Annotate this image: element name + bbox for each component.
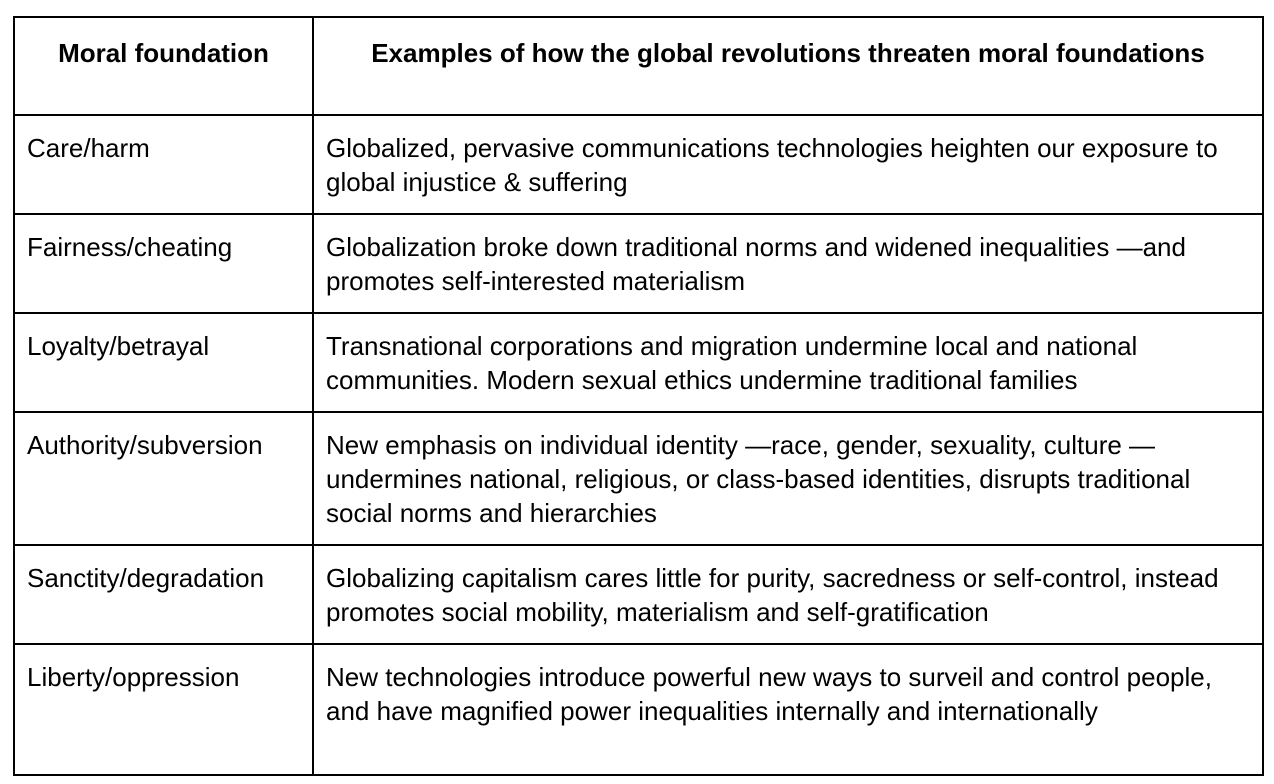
table-row — [14, 214, 1263, 313]
table-header-row — [14, 17, 1263, 115]
table-row — [14, 545, 1263, 644]
foundation-cell: Loyalty/betrayal — [14, 313, 313, 412]
example-cell: Globalizing capitalism cares little for purity, sacredness or self-control, instead promotes social mobility, materialism and self-gratification — [313, 545, 1263, 644]
table-row — [14, 313, 1263, 412]
example-cell: Transnational corporations and migration undermine local and national communities. Modern sexual ethics undermine traditional families — [313, 313, 1263, 412]
table-row — [14, 644, 1263, 775]
table-row — [14, 412, 1263, 545]
example-cell: Globalization broke down traditional norms and widened inequalities —and promotes self-interested materialism — [313, 214, 1263, 313]
foundation-cell: Care/harm — [14, 115, 313, 214]
table-row — [14, 115, 1263, 214]
example-cell: Globalized, pervasive communications technologies heighten our exposure to global injustice & suffering — [313, 115, 1263, 214]
foundation-cell: Sanctity/degradation — [14, 545, 313, 644]
header-examples: Examples of how the global revolutions threaten moral foundations — [313, 17, 1263, 115]
foundation-cell: Authority/subversion — [14, 412, 313, 545]
foundation-cell: Fairness/cheating — [14, 214, 313, 313]
header-moral-foundation: Moral foundation — [14, 17, 313, 115]
moral-foundations-table — [13, 16, 1264, 776]
example-cell: New technologies introduce powerful new ways to surveil and control people, and have magnified power inequalities internally and internationally — [313, 644, 1263, 775]
example-cell: New emphasis on individual identity —race, gender, sexuality, culture —undermines national, religious, or class-based identities, disrupts traditional social norms and hierarchies — [313, 412, 1263, 545]
foundation-cell: Liberty/oppression — [14, 644, 313, 775]
